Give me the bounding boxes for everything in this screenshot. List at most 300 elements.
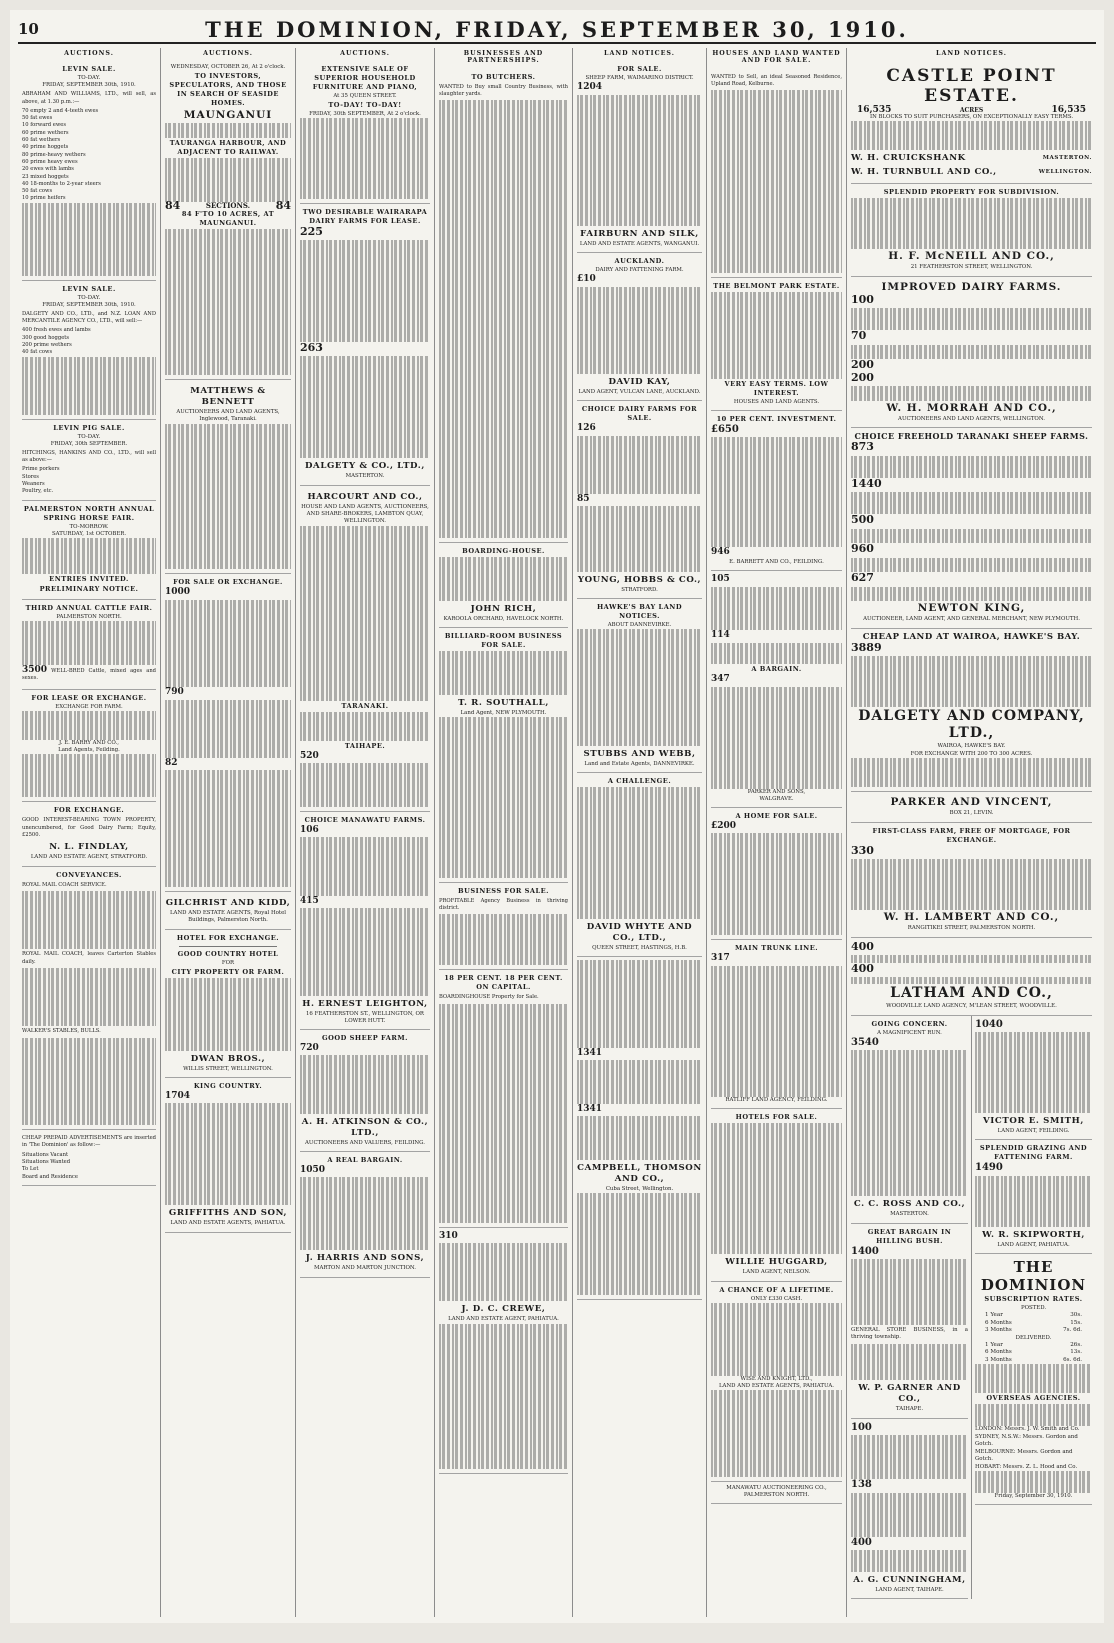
ad-heading: BILLIARD-ROOM BUSINESS FOR SALE.	[444, 632, 563, 650]
rate-value: 6s. 6d.	[1063, 1356, 1082, 1363]
ad-figure: 100	[851, 1421, 872, 1433]
ad-heading: FOR SALE.	[617, 65, 662, 74]
ad-heading: TO INVESTORS, SPECULATORS, AND THOSE IN SEARCH OF SEASIDE HOMES.	[169, 72, 287, 108]
advertisement	[577, 599, 702, 773]
ad-subheading: FOR	[221, 959, 235, 966]
column-4	[435, 48, 573, 1617]
ad-subheading: DELIVERED.	[1015, 1334, 1052, 1341]
advertisement	[439, 970, 568, 1227]
column-heading: HOUSES AND LAND WANTED AND FOR SALE.	[712, 50, 841, 65]
list-item: 20 ewes with lambs	[22, 166, 74, 173]
ad-place: LAND AND ESTATE AGENT, PAHIATUA.	[448, 1316, 559, 1323]
ad-subheading: TO-DAY! TO-DAY!	[328, 101, 402, 110]
advertisement	[851, 184, 1092, 277]
ad-figure: 347	[711, 674, 730, 685]
advertisement	[851, 792, 1092, 823]
advertisement	[22, 867, 156, 1131]
ad-figure: 1490	[975, 1162, 1003, 1174]
ad-figure: 82	[165, 757, 178, 768]
ad-place: MASTERTON.	[1042, 155, 1092, 162]
advertisement	[439, 1228, 568, 1475]
ad-firm: DALGETY & CO., LTD.,	[305, 461, 425, 472]
advertisement	[439, 883, 568, 971]
subcolumn-left	[851, 1016, 972, 1600]
ad-place: MASTERTON.	[345, 473, 385, 480]
agency-item: HOBART: Messrs. Z. L. Hood and Co.	[975, 1463, 1078, 1470]
ad-firm: J. E. BARRY AND CO.,	[59, 739, 119, 746]
ad-figure: 500	[851, 513, 874, 527]
advertisement	[711, 1282, 842, 1483]
ad-firm: PARKER AND SONS,	[747, 788, 806, 795]
advertisement	[851, 428, 1092, 629]
ad-subheading: ONLY £330 CASH.	[750, 1295, 803, 1302]
advertisement	[165, 1078, 291, 1233]
ad-heading: 84 F'TO 10 ACRES, AT MAUNGANUI.	[181, 209, 275, 227]
ad-figure: 720	[300, 1043, 319, 1054]
column-1	[18, 48, 161, 1617]
ad-date: SATURDAY, 1st OCTOBER.	[51, 530, 127, 537]
ad-subheading: GOOD COUNTRY HOTEL	[177, 949, 279, 958]
rate-value: 30s.	[1070, 1312, 1082, 1319]
ad-place: WOODVILLE LAND AGENCY, M'LEAN STREET, WOODVILLE.	[886, 1003, 1057, 1010]
ad-subheading: OVERSEAS AGENCIES.	[986, 1394, 1081, 1403]
ad-figure: 415	[300, 895, 319, 906]
ad-firm: E. BARRETT AND CO., FEILDING.	[729, 559, 824, 566]
list-item: Situations Wanted	[22, 1159, 71, 1166]
issue-date: Friday, September 30, 1910.	[994, 1493, 1073, 1500]
list-item: Poultry, etc.	[22, 488, 54, 495]
ad-heading: AUCKLAND.	[614, 257, 665, 266]
list-item: 23 mixed hoggets	[22, 173, 69, 180]
advertisement	[300, 1152, 430, 1278]
ad-text: GENERAL STORE BUSINESS, in a thriving township.	[851, 1326, 968, 1341]
ad-subheading: EXCHANGE FOR FARM.	[55, 703, 123, 710]
agency-item: MELBOURNE: Messrs. Gordon and Gotch.	[975, 1448, 1073, 1463]
ad-firm: NEWTON KING,	[917, 602, 1026, 615]
ad-place: BOX 21, LEVIN.	[949, 810, 994, 817]
advertisement	[851, 629, 1092, 792]
ad-firm: W. H. MORRAH AND CO.,	[886, 401, 1057, 414]
ad-place: WAIROA, HAWKE'S BAY.	[937, 743, 1006, 750]
ad-text: GOOD INTEREST-BEARING TOWN PROPERTY, unencumbered, for Good Dairy Farm; Equity, £2500.	[22, 817, 156, 839]
ad-heading: KING COUNTRY.	[193, 1081, 263, 1090]
ad-heading: BUSINESS FOR SALE.	[458, 886, 549, 895]
ad-figure: 138	[851, 1479, 872, 1491]
ad-figure: £200	[711, 820, 737, 831]
ad-place: HOUSE AND LAND AGENTS, AUCTIONEERS, AND SHARE-BROKERS, LAMBTON QUAY, WELLINGTON.	[301, 503, 429, 525]
subcolumn-right	[972, 1016, 1092, 1600]
ad-heading: LEVIN PIG SALE.	[53, 423, 125, 432]
ad-text: ABRAHAM AND WILLIAMS, LTD., will sell, as above, at 1.30 p.m.:—	[22, 91, 156, 105]
ad-place: Land and Estate Agents, DANNEVIRKE.	[584, 761, 695, 768]
ad-figure: 400	[851, 1536, 872, 1548]
column-heading: LAND NOTICES.	[936, 50, 1007, 57]
ad-subheading: A BARGAIN.	[751, 665, 802, 674]
list-item: 200 prime wethers	[22, 341, 72, 348]
ad-date: FRIDAY, SEPTEMBER 30th, 1910.	[42, 82, 136, 89]
ad-firm: WISE AND KNIGHT, LTD.,	[740, 1375, 813, 1382]
newspaper-title: THE DOMINION, FRIDAY, SEPTEMBER 30, 1910.	[205, 16, 909, 42]
column-3	[296, 48, 435, 1617]
ad-figure: 1341	[577, 1103, 603, 1114]
ad-text: HITCHINGS, HANKINS AND CO., LTD., will sell as above:—	[22, 449, 156, 464]
ad-figure: 114	[711, 630, 730, 641]
agency-item: SYDNEY, N.S.W.: Messrs. Gordon and Gotch.	[975, 1433, 1078, 1448]
ad-subheading: POSTED.	[1020, 1305, 1047, 1312]
ad-text: ROYAL MAIL COACH SERVICE.	[22, 881, 107, 888]
ad-heading: 18 PER CENT. 18 PER CENT. ON CAPITAL.	[444, 974, 563, 992]
advertisement	[22, 420, 156, 501]
ad-heading: CHOICE DAIRY FARMS FOR SALE.	[581, 405, 698, 423]
ad-place: LAND AGENT, FEILDING.	[997, 1127, 1070, 1134]
advertisement	[22, 690, 156, 803]
ad-heading: 10 PER CENT. INVESTMENT.	[716, 415, 837, 424]
ad-place: LAND AND ESTATE AGENTS, PAHIATUA.	[170, 1220, 286, 1227]
ad-heading: SPLENDID GRAZING AND FATTENING FARM.	[979, 1144, 1088, 1162]
ad-heading: EXTENSIVE SALE OF SUPERIOR HOUSEHOLD FURNITURE AND PIANO,	[312, 65, 418, 92]
ad-figure: 70	[851, 329, 867, 343]
ad-text: WANTED to Sell, an ideal Seasoned Residence, Upland Road, Kelburne.	[711, 73, 842, 87]
ad-heading: LEVIN SALE.	[62, 284, 116, 293]
ad-subheading: TARANAKI.	[341, 701, 389, 710]
advertisement	[165, 892, 291, 930]
ad-text: CHEAP PREPAID ADVERTISEMENTS are inserted in 'The Dominion' as follow:—	[22, 1135, 156, 1149]
ad-place: AUCTIONEERS AND VALUERS, FEILDING.	[305, 1139, 425, 1146]
ad-heading: GREAT BARGAIN IN HILLING BUSH.	[867, 1227, 952, 1245]
ad-place: 21 FEATHERSTON STREET, WELLINGTON.	[910, 264, 1033, 271]
ad-figure: 84	[275, 198, 291, 212]
advertisement	[300, 812, 430, 1030]
column-heading: LAND NOTICES.	[604, 50, 675, 57]
ad-place: MARTON AND MARTON JUNCTION.	[313, 1265, 417, 1272]
list-item: 50 fat ewes	[22, 115, 53, 122]
ad-place: PALMERSTON NORTH.	[743, 1492, 810, 1499]
ad-text: ROYAL MAIL COACH, leaves Carterton Stables daily.	[22, 951, 156, 965]
advertisement	[711, 571, 842, 808]
ad-subheading: TO-DAY.	[77, 75, 101, 82]
column-heading: AUCTIONS.	[340, 50, 390, 57]
advertisement	[439, 628, 568, 883]
ad-subheading: At 35 QUEEN STREET.	[333, 93, 397, 100]
ad-place: Land Agents, Feilding.	[58, 746, 120, 753]
ad-subheading: IN BLOCKS TO SUIT PURCHASERS, ON EXCEPTIONALLY EASY TERMS.	[869, 114, 1074, 120]
advertisement	[22, 281, 156, 420]
ad-figure: £10	[577, 274, 596, 285]
advertisement	[851, 62, 1092, 185]
advertisement	[711, 278, 842, 412]
ad-heading: GOING CONCERN.	[871, 1019, 948, 1028]
ad-figure: 105	[711, 574, 730, 585]
ad-subheading: CITY PROPERTY OR FARM.	[171, 967, 285, 976]
list-item: 60 fat wethers	[22, 137, 61, 144]
advertisement	[577, 253, 702, 401]
ad-place: LAND AND ESTATE AGENT, STRATFORD.	[30, 854, 148, 861]
advertisement	[300, 486, 430, 812]
advertisement	[165, 930, 291, 1078]
list-item: 40 18-months to 2-year steers	[22, 180, 101, 187]
rate-row	[975, 1312, 1092, 1320]
ad-place: LAND AND ESTATE AGENTS, Royal Hotel Buildings, Palmerston North.	[169, 910, 287, 924]
rate-value: 15s.	[1070, 1319, 1082, 1326]
ad-firm: FAIRBURN AND SILK,	[580, 228, 699, 239]
ad-figure: 106	[300, 825, 319, 836]
rate-label: 3 Months	[985, 1327, 1012, 1334]
ad-heading: CHEAP LAND AT WAIROA, HAWKE'S BAY.	[862, 631, 1081, 642]
advertisement	[577, 61, 702, 253]
agency-item: LONDON: Messrs. J. W. Smith and Co.	[975, 1426, 1080, 1433]
ad-subheading: A MAGNIFICENT RUN.	[877, 1029, 942, 1036]
rate-label: 6 Months	[985, 1349, 1012, 1356]
ad-heading: THE BELMONT PARK ESTATE.	[713, 281, 840, 290]
advertisement	[165, 574, 291, 892]
page-number: 10	[18, 20, 39, 38]
ad-subheading: TO-MORROW.	[69, 523, 109, 530]
ad-text: WALKER'S STABLES, BULLS.	[22, 1028, 101, 1035]
ad-figure: 263	[300, 341, 323, 355]
ad-figure: 85	[577, 494, 590, 505]
ad-figure: 627	[851, 571, 874, 585]
advertisement	[851, 823, 1092, 938]
rate-label: 1 Year	[985, 1312, 1003, 1319]
ad-heading: SECTIONS.	[205, 200, 251, 210]
advertisement	[975, 1140, 1092, 1254]
ad-figure: 1050	[300, 1165, 326, 1176]
ad-subheading: TAIHAPE.	[344, 741, 386, 750]
ad-place: LAND AGENT, VULCAN LANE, AUCKLAND.	[578, 389, 701, 396]
list-item: Stores	[22, 473, 39, 480]
ad-heading: PALMERSTON NORTH ANNUAL SPRING HORSE FAIR.	[23, 504, 155, 522]
advertisement	[439, 543, 568, 628]
ad-place: RANGITIKEI STREET, PALMERSTON NORTH.	[907, 925, 1036, 932]
ad-place: WALGRAVE.	[759, 795, 794, 802]
ad-date: FRIDAY, 30th SEPTEMBER.	[50, 440, 128, 447]
ad-figure: 960	[851, 542, 874, 556]
ad-subheading: DAIRY AND FATTENING FARM.	[595, 267, 684, 274]
ad-firm: W. H. CRUICKSHANK	[851, 153, 966, 164]
ad-place: LAND AND ESTATE AGENTS, PAHIATUA.	[718, 1382, 835, 1389]
ad-subheading: SHEEP FARM, WAIMARINO DISTRICT.	[585, 75, 694, 82]
advertisement	[165, 380, 291, 575]
advertisement	[22, 600, 156, 689]
ad-figure: 3500	[22, 664, 48, 675]
advertisement	[439, 69, 568, 543]
ad-text: PROFITABLE Agency Business in thriving district.	[439, 897, 568, 911]
ad-subheading: PRELIMINARY NOTICE.	[39, 585, 139, 594]
rate-value: 7s. 6d.	[1063, 1327, 1082, 1334]
rate-row	[975, 1357, 1092, 1365]
list-item: 60 prime heavy ewes	[22, 158, 78, 165]
ad-heading: FOR SALE OR EXCHANGE.	[173, 578, 283, 587]
advertisement	[711, 69, 842, 278]
ad-figure: 1204	[577, 82, 603, 93]
advertisement	[577, 773, 702, 957]
ad-heading: CHOICE FREEHOLD TARANAKI SHEEP FARMS.	[854, 431, 1089, 442]
ad-place: Cuba Street, Wellington.	[605, 1185, 674, 1192]
ad-place: QUEEN STREET, HASTINGS, H.B.	[592, 944, 687, 951]
ad-figure: 310	[439, 1230, 458, 1241]
ad-figure: 16,535	[1051, 104, 1086, 115]
column-2	[161, 48, 296, 1617]
ad-firm: PARKER AND VINCENT,	[890, 796, 1053, 809]
rate-row	[975, 1349, 1092, 1357]
ad-firm: T. R. SOUTHALL,	[458, 697, 549, 708]
masthead	[18, 16, 1096, 44]
ad-place: 16 FEATHERSTON ST., WELLINGTON, OR LOWER HUTT.	[306, 1010, 424, 1024]
ad-heading: GOOD SHEEP FARM.	[322, 1034, 408, 1043]
ad-figure: 400	[851, 939, 874, 953]
ad-firm: H. ERNEST LEIGHTON,	[302, 998, 428, 1009]
ad-figure: 16,535	[857, 104, 892, 115]
ad-firm: LATHAM AND CO.,	[890, 985, 1053, 1002]
ad-firm: YOUNG, HOBBS & CO.,	[577, 575, 702, 586]
list-item: 40 prime hoggets	[22, 144, 69, 151]
ad-place: WILLIS STREET, WELLINGTON.	[183, 1065, 273, 1072]
ad-figure: 1704	[165, 1090, 191, 1101]
ad-figure: 84	[165, 198, 181, 212]
ad-figure: 317	[711, 953, 730, 964]
ad-firm: GRIFFITHS AND SON,	[168, 1208, 288, 1219]
ad-firm: J. HARRIS AND SONS,	[305, 1253, 425, 1264]
advertisement	[711, 1482, 842, 1504]
ad-subheading: WEDNESDAY, OCTOBER 26, At 2 o'clock.	[170, 64, 286, 71]
ad-place: AUCTIONEERS AND LAND AGENTS, Inglewood, Taranaki.	[176, 408, 280, 423]
advertisement	[975, 1016, 1092, 1140]
list-item: To Let	[22, 1166, 39, 1173]
ad-figure: 225	[300, 224, 323, 238]
ad-text: WANTED to Buy small Country Business, with slaughter yards.	[439, 83, 568, 97]
rate-row	[975, 1320, 1092, 1328]
advertisement	[711, 411, 842, 571]
ad-figure: 3889	[851, 640, 882, 654]
list-item: 400 fresh ewes and lambs	[22, 327, 91, 334]
ad-place: TAIHAPE.	[895, 1406, 924, 1413]
ad-place: KAROOLA ORCHARD, HAVELOCK NORTH.	[443, 615, 564, 622]
columns	[18, 48, 1096, 1617]
ad-heading: SPLENDID PROPERTY FOR SUBDIVISION.	[883, 188, 1060, 197]
ad-figure: 200	[851, 370, 874, 384]
ad-firm: STUBBS AND WEBB,	[583, 749, 696, 760]
advertisement	[851, 1016, 968, 1224]
ad-heading: A REAL BARGAIN.	[327, 1156, 403, 1165]
list-item: 70 empty 2 and 4-teeth ewes	[22, 107, 99, 114]
advertisement	[22, 61, 156, 280]
list-item: 80 prime-heavy wethers	[22, 151, 86, 158]
ad-firm: GILCHRIST AND KIDD,	[165, 898, 291, 909]
list-item: 40 fat cows	[22, 349, 53, 356]
ad-subheading: FOR EXCHANGE WITH 200 TO 300 ACRES.	[910, 750, 1033, 757]
ad-figure: 1000	[165, 587, 191, 598]
ad-figure: 100	[851, 292, 874, 306]
advertisement	[22, 1130, 156, 1186]
ad-subheading: SUBSCRIPTION RATES.	[984, 1295, 1083, 1304]
column-heading: BUSINESSES AND PARTNERSHIPS.	[463, 50, 544, 65]
ad-heading: HOTEL FOR EXCHANGE.	[176, 933, 280, 942]
subscription-box	[975, 1254, 1092, 1505]
newspaper-page	[10, 10, 1104, 1623]
ad-subheading: ACRES	[959, 106, 984, 114]
column-heading: AUCTIONS.	[64, 50, 114, 57]
column-7	[847, 48, 1096, 1617]
ad-heading: THE DOMINION	[980, 1258, 1087, 1295]
ad-figure: 1341	[577, 1047, 603, 1058]
ad-date: FRIDAY, 30th SEPTEMBER, At 2 o'clock.	[309, 111, 421, 118]
rate-value: 13s.	[1070, 1349, 1082, 1356]
ad-subheading: ENTRIES INVITED.	[49, 575, 129, 584]
column-5	[573, 48, 707, 1617]
ad-figure: 1440	[851, 476, 882, 490]
ad-heading: A CHALLENGE.	[607, 777, 672, 786]
ad-firm: N. L. FINDLAY,	[49, 842, 129, 853]
advertisement	[711, 1109, 842, 1282]
advertisement	[851, 938, 1092, 1016]
list-item: Weaners	[22, 481, 45, 488]
ad-figure: 400	[851, 961, 874, 975]
rate-row	[975, 1327, 1092, 1335]
ad-firm: CAMPBELL, THOMSON AND CO.,	[577, 1162, 702, 1184]
ad-figure: 200	[851, 358, 874, 372]
ad-figure: 1400	[851, 1245, 879, 1257]
ad-place: Land Agent, NEW PLYMOUTH.	[460, 709, 547, 716]
ad-firm: WILLIE HUGGARD,	[725, 1257, 828, 1268]
ad-place: WELLINGTON.	[1038, 169, 1092, 176]
ad-firm: H. F. McNEILL AND CO.,	[888, 250, 1055, 263]
ad-heading: TWO DESIRABLE WAIRARAPA DAIRY FARMS FOR LEASE.	[302, 207, 428, 225]
ad-firm: A. G. CUNNINGHAM,	[853, 1574, 966, 1585]
ad-firm: DAVID KAY,	[608, 377, 671, 388]
ad-subheading: TO-DAY.	[77, 433, 101, 440]
advertisement	[851, 1224, 968, 1419]
ad-firm: W. R. SKIPWORTH,	[982, 1229, 1085, 1240]
ad-subheading: VERY EASY TERMS. LOW INTEREST.	[724, 380, 829, 398]
ad-figure: 3540	[851, 1036, 879, 1048]
ad-firm: DWAN BROS.,	[190, 1053, 266, 1064]
ad-text: DALGETY AND CO., LTD., and N.Z. LOAN AND MERCANTILE AGENCY CO., LTD., will sell:—	[22, 310, 156, 325]
ad-firm: DAVID WHYTE AND CO., LTD.,	[586, 921, 693, 943]
ad-figure: 946	[711, 546, 730, 557]
ad-heading: FOR EXCHANGE.	[53, 806, 125, 815]
ad-place: AUCTIONEERS AND LAND AGENTS, WELLINGTON.	[898, 415, 1045, 422]
ad-subheading: HOUSES AND LAND AGENTS.	[733, 399, 820, 406]
ad-place: LAND AGENT, TAIHAPE.	[875, 1586, 944, 1593]
ad-place: LAND AND ESTATE AGENTS, WANGANUI.	[579, 240, 700, 247]
ad-heading: IMPROVED DAIRY FARMS.	[881, 280, 1062, 293]
ad-heading: MAIN TRUNK LINE.	[734, 944, 819, 953]
rate-label: 1 Year	[985, 1341, 1003, 1348]
advertisement	[300, 1030, 430, 1152]
ad-heading: CASTLE POINT ESTATE.	[886, 65, 1057, 106]
ad-heading: TAURANGA HARBOUR, AND ADJACENT TO RAILWAY.	[169, 138, 287, 156]
ad-place: PALMERSTON NORTH.	[56, 614, 122, 621]
ad-place: AUCTIONEER, LAND AGENT, AND GENERAL MERCHANT, NEW PLYMOUTH.	[863, 616, 1080, 623]
ad-firm: C. C. ROSS AND CO.,	[853, 1199, 966, 1210]
ad-text: WELL-BRED Cattle, mixed ages and sexes.	[22, 667, 156, 682]
ad-place: LAND AGENT, PAHIATUA.	[997, 1241, 1070, 1248]
rate-value: 26s.	[1070, 1341, 1082, 1348]
ad-figure: 1040	[975, 1018, 1003, 1030]
ad-subheading: TO-DAY.	[77, 294, 101, 301]
list-item: 10 forward ewes	[22, 122, 66, 129]
list-item: Prime porkers	[22, 466, 60, 473]
ad-firm: MATTHEWS & BENNETT	[190, 385, 266, 407]
ad-figure: £650	[711, 424, 739, 436]
ad-heading: FIRST-CLASS FARM, FREE OF MORTGAGE, FOR EXCHANGE.	[872, 826, 1071, 844]
ad-place: STRATFORD.	[621, 587, 658, 594]
ad-heading: CONVEYANCES.	[56, 870, 122, 879]
advertisement	[577, 401, 702, 599]
ad-figure: 520	[300, 750, 319, 761]
ad-heading: BOARDING-HOUSE.	[462, 547, 545, 555]
ad-heading: A HOME FOR SALE.	[735, 811, 818, 820]
